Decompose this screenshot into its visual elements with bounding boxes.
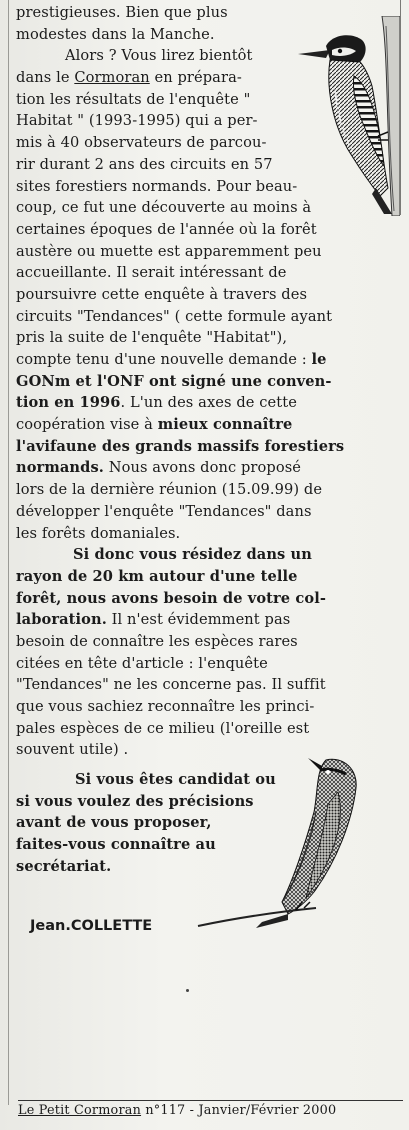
text-line: [16, 544, 406, 566]
nuthatch-icon: [196, 752, 366, 932]
text-line: [16, 588, 406, 610]
text-line: [16, 327, 406, 349]
text-line: [16, 457, 406, 479]
text-span: modestes dans la Manche.: [16, 25, 215, 43]
text-line: [16, 414, 406, 436]
text-span: tion les résultats de l'enquête ": [16, 90, 251, 108]
bold-text: l'avifaune des grands massifs forestiers: [16, 437, 345, 455]
text-line: [16, 306, 406, 328]
text-span: Il n'est évidemment pas: [111, 611, 291, 629]
text-span: coup, ce fut une découverte au moins à: [16, 199, 312, 217]
text-span: pris la suite de l'enquête "Habitat"),: [16, 329, 288, 347]
text-span: austère ou muette est apparemment peu: [16, 242, 322, 260]
text-line: [16, 436, 406, 458]
text-span: pales espèces de ce milieu (l'oreille est: [16, 719, 310, 737]
text-span: souvent utile) .: [16, 741, 129, 759]
text-line: [16, 284, 406, 306]
issue-info: n°117 - Janvier/Février 2000: [145, 1103, 337, 1118]
text-span: dans le: [16, 69, 70, 87]
page-footer: [18, 1100, 403, 1118]
text-line: [16, 566, 406, 588]
bold-text: secrétariat.: [16, 857, 112, 875]
text-span: sites forestiers normands. Pour beau-: [16, 177, 298, 195]
cormoran-link-text: Cormoran: [74, 69, 150, 87]
bold-text: Si vous êtes candidat ou: [75, 771, 276, 789]
bold-text: GONm et l'ONF ont signé une conven-: [16, 372, 332, 390]
bold-text: tion en 1996: [16, 394, 121, 412]
text-line: [16, 262, 406, 284]
text-span: poursuivre cette enquête à travers des: [16, 285, 308, 303]
bold-text: le: [311, 351, 327, 368]
text-span: coopération vise à: [16, 416, 153, 434]
woodpecker-icon: [296, 16, 400, 216]
publication-name: Le Petit Cormoran: [18, 1103, 142, 1118]
text-span: besoin de connaître les espèces rares: [16, 632, 298, 650]
bold-text: mieux connaître: [157, 416, 293, 434]
text-line: [16, 523, 406, 545]
text-span: certaines époques de l'année où la forêt: [16, 220, 317, 238]
text-line: [16, 501, 406, 523]
text-line: [16, 696, 406, 718]
text-line: [16, 392, 406, 414]
author-signature: Jean.COLLETTE: [30, 918, 153, 934]
text-span: circuits "Tendances" ( cette formule ayant: [16, 307, 333, 325]
bold-text: forêt, nous avons besoin de votre col-: [16, 589, 326, 607]
text-span: mis à 40 observateurs de parcou-: [16, 134, 267, 152]
text-line: [16, 653, 406, 675]
text-line: [16, 631, 406, 653]
bold-text: si vous voulez des précisions: [16, 792, 254, 810]
text-line: [16, 349, 406, 371]
left-column-rule: [8, 0, 9, 1105]
bold-text: laboration.: [16, 611, 107, 629]
text-span: Alors ? Vous lirez bientôt: [65, 47, 253, 65]
text-span: "Tendances" ne les concerne pas. Il suffit: [16, 676, 326, 694]
text-span: en prépara-: [154, 69, 242, 87]
text-span: accueillante. Il serait intéressant de: [16, 264, 287, 282]
bold-text: Si donc vous résidez dans un: [73, 546, 312, 564]
bold-text: faites-vous connaître au: [16, 836, 216, 854]
text-span: développer l'enquête "Tendances" dans: [16, 502, 312, 520]
text-span: que vous sachiez reconnaître les princi-: [16, 698, 315, 715]
ink-speck: [186, 989, 189, 992]
text-line: [16, 241, 406, 263]
bold-text: rayon de 20 km autour d'une telle: [16, 567, 298, 585]
text-span: Nous avons donc proposé: [108, 459, 302, 477]
bold-text: avant de vous proposer,: [16, 814, 212, 832]
text-line: [16, 718, 406, 740]
text-span: Habitat " (1993-1995) qui a per-: [16, 112, 258, 130]
text-line: [16, 674, 406, 696]
text-span: . L'un des axes de cette: [120, 394, 297, 412]
text-line: [16, 609, 406, 631]
text-span: rir durant 2 ans des circuits en 57: [16, 155, 273, 173]
text-line: [16, 479, 406, 501]
bold-text: normands.: [16, 459, 104, 477]
text-span: citées en tête d'article : l'enquête: [16, 654, 268, 672]
text-line: [16, 371, 406, 393]
text-span: prestigieuses. Bien que plus: [16, 4, 228, 21]
text-line: [16, 219, 406, 241]
text-span: compte tenu d'une nouvelle demande :: [16, 351, 307, 368]
text-span: les forêts domaniales.: [16, 524, 181, 542]
text-span: lors de la dernière réunion (15.09.99) de: [16, 481, 323, 499]
